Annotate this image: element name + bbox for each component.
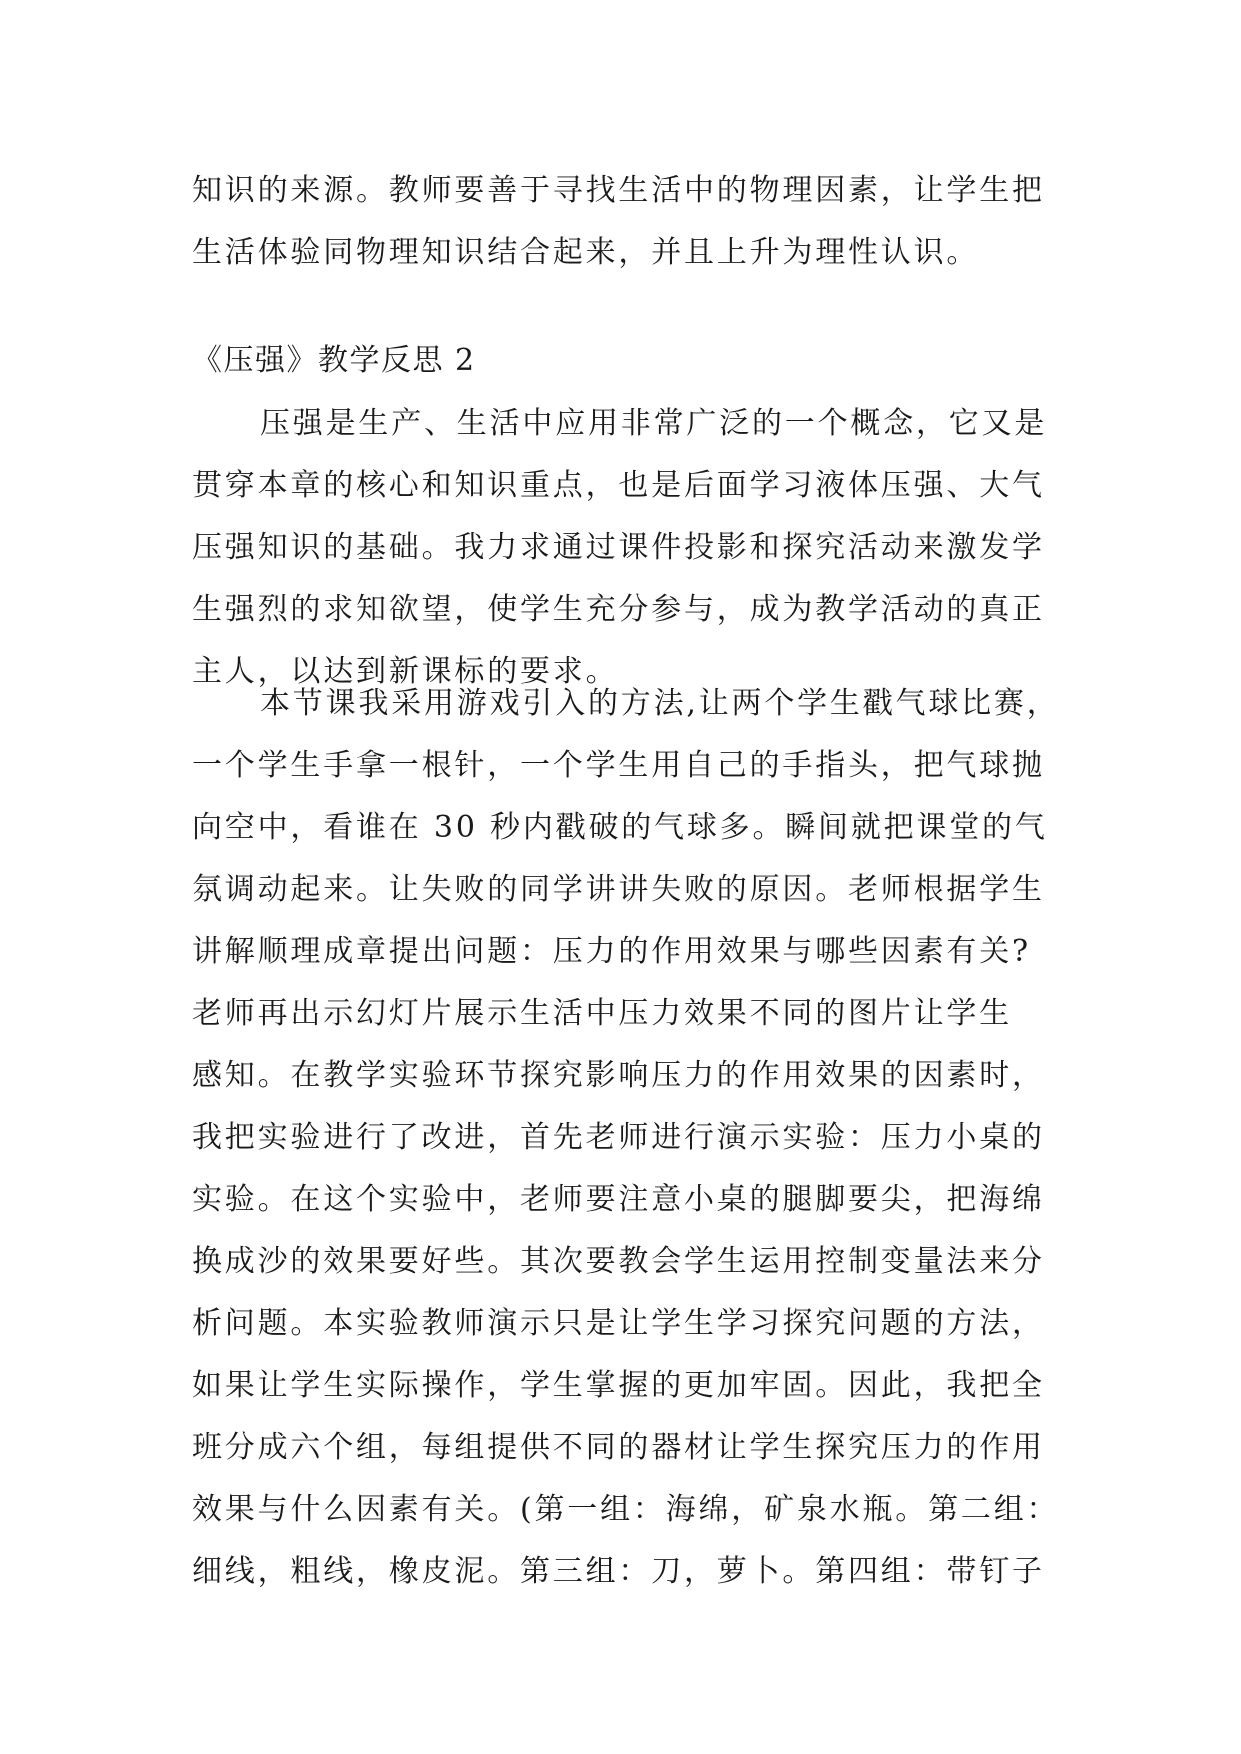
text-line: 一个学生手拿一根针，一个学生用自己的手指头，把气球抛 [192, 748, 1045, 783]
text-line: 实验。在这个实验中，老师要注意小桌的腿脚要尖，把海绵 [192, 1182, 1045, 1217]
text-line: 如果让学生实际操作，学生掌握的更加牢固。因此，我把全 [192, 1368, 1045, 1403]
paragraph-2 [192, 673, 1062, 1603]
text-line: 氛调动起来。让失败的同学讲讲失败的原因。老师根据学生 [192, 872, 1045, 907]
text-line: 知识的来源。教师要善于寻找生活中的物理因素，让学生把 [192, 173, 1045, 208]
text-line: 老师再出示幻灯片展示生活中压力效果不同的图片让学生 [192, 996, 1012, 1031]
text-line: 主人，以达到新课标的要求。 [192, 654, 619, 689]
text-line: 本节课我采用游戏引入的方法,让两个学生戳气球比赛， [260, 686, 1060, 721]
text-line: 讲解顺理成章提出问题：压力的作用效果与哪些因素有关? [192, 934, 1031, 969]
text-line: 生强烈的求知欲望，使学生充分参与，成为教学活动的真正 [192, 592, 1045, 627]
paragraph-1 [192, 393, 1062, 703]
text-line: 压强是生产、生活中应用非常广泛的一个概念，它又是 [260, 406, 1048, 441]
heading-text: 《压强》教学反思 2 [192, 343, 476, 378]
text-line: 感知。在教学实验环节探究影响压力的作用效果的因素时， [192, 1058, 1045, 1093]
text-line: 向空中，看谁在 30 秒内戳破的气球多。瞬间就把课堂的气 [192, 810, 1048, 845]
text-line: 贯穿本章的核心和知识重点，也是后面学习液体压强、大气 [192, 468, 1045, 503]
text-line: 换成沙的效果要好些。其次要教会学生运用控制变量法来分 [192, 1244, 1045, 1279]
intro-text [192, 160, 1062, 284]
text-line: 压强知识的基础。我力求通过课件投影和探究活动来激发学 [192, 530, 1045, 565]
section-heading [192, 330, 1062, 392]
text-line: 析问题。本实验教师演示只是让学生学习探究问题的方法， [192, 1306, 1045, 1341]
text-line: 我把实验进行了改进，首先老师进行演示实验：压力小桌的 [192, 1120, 1045, 1155]
text-line: 班分成六个组，每组提供不同的器材让学生探究压力的作用 [192, 1430, 1045, 1465]
text-line: 效果与什么因素有关。(第一组：海绵，矿泉水瓶。第二组： [192, 1492, 1060, 1527]
text-line: 细线，粗线，橡皮泥。第三组：刀，萝卜。第四组：带钉子 [192, 1554, 1045, 1589]
text-line: 生活体验同物理知识结合起来，并且上升为理性认识。 [192, 235, 980, 270]
